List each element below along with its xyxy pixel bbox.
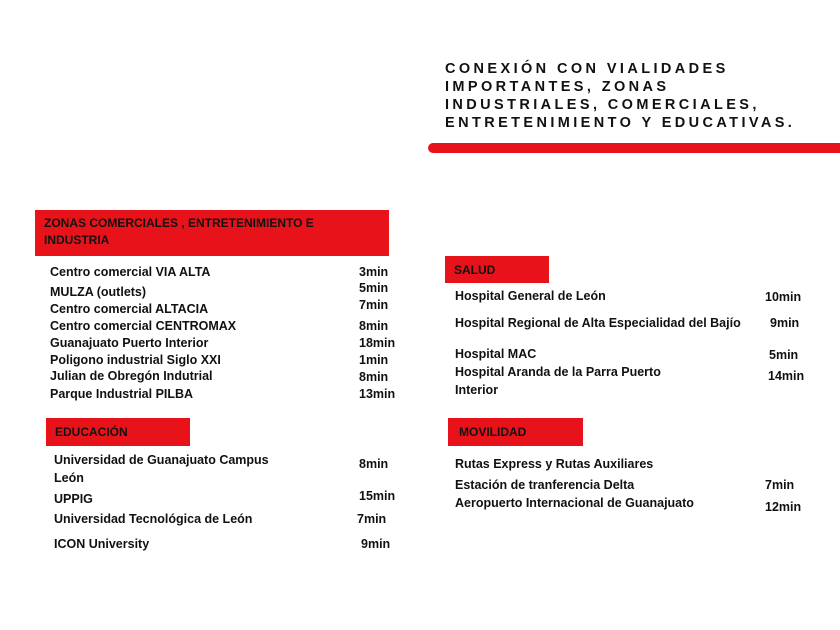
list-item: Hospital Regional de Alta Especialidad del Bajío <box>455 316 741 330</box>
list-item: Rutas Express y Rutas Auxiliares <box>455 457 654 471</box>
title-line: ENTRETENIMIENTO Y EDUCATIVAS. <box>445 115 796 131</box>
list-item: Estación de tranferencia Delta <box>455 478 635 492</box>
list-item: UPPIG <box>54 492 93 506</box>
list-item: Interior <box>455 383 499 397</box>
list-item: Universidad Tecnológica de León <box>54 512 253 526</box>
title-line: INDUSTRIALES, COMERCIALES, <box>445 97 760 113</box>
list-item: MULZA (outlets) <box>50 285 147 299</box>
list-item: Parque Industrial PILBA <box>50 387 194 401</box>
list-item: Aeropuerto Internacional de Guanajuato <box>455 496 694 510</box>
travel-time: 9min <box>361 537 391 551</box>
section-header-movilidad <box>448 418 583 446</box>
section-header-comerciales <box>35 210 389 256</box>
title-line: IMPORTANTES, ZONAS <box>445 79 670 95</box>
travel-time: 14min <box>768 369 805 383</box>
list-item: Hospital General de León <box>455 289 606 303</box>
section-header-line: ZONAS COMERCIALES , ENTRETENIMIENTO E <box>44 216 314 230</box>
travel-time: 3min <box>359 265 389 279</box>
title-underline-bar <box>428 143 840 153</box>
list-item: ICON University <box>54 537 150 551</box>
list-item: Centro comercial ALTACIA <box>50 302 209 316</box>
list-item: Hospital MAC <box>455 347 537 361</box>
travel-time: 5min <box>769 348 799 362</box>
travel-time: 10min <box>765 290 802 304</box>
page-title <box>445 60 825 132</box>
section-header-label: EDUCACIÓN <box>55 425 128 439</box>
list-item: Julian de Obregón Indutrial <box>50 369 213 383</box>
section-header-educacion <box>46 418 190 446</box>
travel-time: 13min <box>359 387 396 401</box>
title-line: CONEXIÓN CON VIALIDADES <box>445 61 729 77</box>
list-item: Centro comercial CENTROMAX <box>50 319 237 333</box>
section-header-label: SALUD <box>454 263 496 277</box>
travel-time: 9min <box>770 316 800 330</box>
travel-time: 8min <box>359 319 389 333</box>
list-item: Guanajuato Puerto Interior <box>50 336 209 350</box>
travel-time: 7min <box>359 298 389 312</box>
list-item: León <box>54 471 84 485</box>
list-item: Poligono industrial Siglo XXI <box>50 353 221 367</box>
section-header-label: MOVILIDAD <box>459 425 527 439</box>
travel-time: 12min <box>765 500 802 514</box>
travel-time: 8min <box>359 370 389 384</box>
section-header-line: INDUSTRIA <box>44 233 110 247</box>
travel-time: 5min <box>359 281 389 295</box>
travel-time: 7min <box>357 512 387 526</box>
travel-time: 18min <box>359 336 396 350</box>
section-header-salud <box>445 256 549 283</box>
travel-time: 7min <box>765 478 795 492</box>
list-item: Centro comercial VIA ALTA <box>50 265 211 279</box>
travel-time: 8min <box>359 457 389 471</box>
travel-time: 15min <box>359 489 396 503</box>
travel-time: 1min <box>359 353 389 367</box>
list-item: Universidad de Guanajuato Campus <box>54 453 269 467</box>
list-item: Hospital Aranda de la Parra Puerto <box>455 365 661 379</box>
